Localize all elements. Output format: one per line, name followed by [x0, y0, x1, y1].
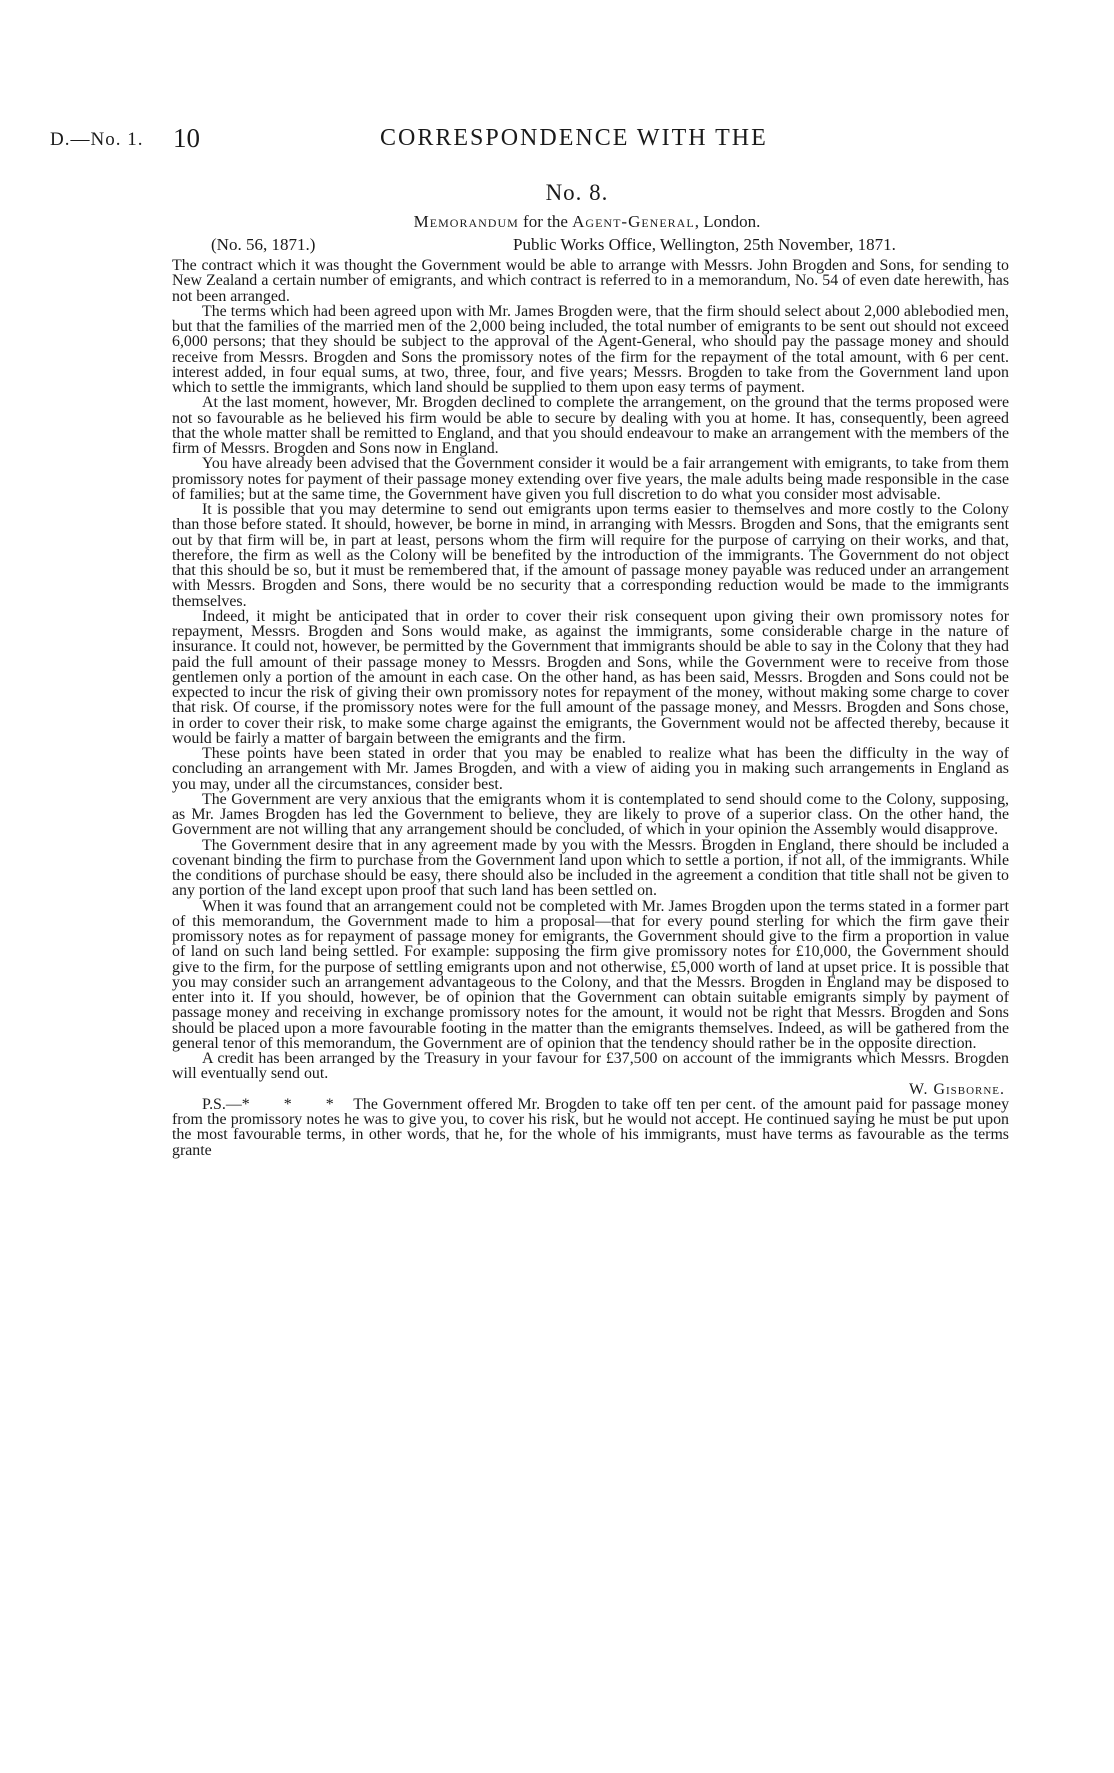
postscript [172, 1097, 1009, 1158]
paragraph: At the last moment, however, Mr. Brogden declined to complete the arrangement, on the ground that the terms proposed were not so favourable as he believed his firm would be able to secure by dealing with you at home. It has, consequently, been agreed that the whole matter shall be remitted to England, and that you should endeavour to make an arrangement with the members of the firm of Messrs. Brogden and Sons now in England. [172, 394, 1009, 457]
paragraph: The contract which it was thought the Government would be able to arrange with Messrs. John Brogden and Sons, for sending to New Zealand a certain number of emigrants, and which contract is referred to in a memorandum, No. 54 of even date herewith, has not been arranged. [172, 257, 1009, 305]
paragraph: The Government desire that in any agreement made by you with the Messrs. Brogden in England, there should be included a covenant binding the firm to purchase from the Government land upon which to settle a portion, if not all, of the immigrants. While the conditions of purchase should be easy, there should also be included in the agreement a condition that title shall not be given to any portion of the land except upon proof that such land has been settled on. [172, 836, 1009, 900]
paragraph: Indeed, it might be anticipated that in order to cover their risk consequent upon giving their own promissory notes for repayment, Messrs. Brogden and Sons would make, as against the immigrants, some considerable charge in the nature of insurance. It could not, however, be permitted by the Government that immigrants should be able to say in the Colony that they had paid the full amount of their passage money to Messrs. Brogden and Sons, while the Government were to receive from those gentlemen only a portion of the amount in each case. On the other hand, as has been said, Messrs. Brogden and Sons could not be expected to incur the risk of giving their own promissory notes for repayment of the money, without making some charge to cover that risk. Of course, if the promissory notes were for the full amount of the passage money, and Messrs. Brogden and Sons chose, in order to cover their risk, to make some charge against the emigrants, the Government would not be affected thereby, because it would be fairly a matter of bargain between the emigrants and the firm. [172, 607, 1009, 747]
page-number: 10 [173, 123, 200, 153]
signature: W. Gisborne. [909, 1080, 1005, 1098]
page-header [40, 123, 1060, 155]
memo-title-middle: for the [518, 212, 573, 231]
paragraph: When it was found that an arrangement could not be completed with Mr. James Brogden upon the terms stated in a former part of this memorandum, the Government made to him a proposal—that for every pound sterling for which the firm gave their promissory notes as for repayment of passage money for emigrants, the Government should give to the firm a proportion in value of land on such land being settled. For example: supposing the firm give promissory notes for £10,000, the Government should give to the firm, for the purpose of settling emigrants upon and not otherwise, £5,000 worth of land at upset price. It is possible that you may consider such an arrangement advantageous to the Colony, and that the Messrs. Brogden in England may be disposed to enter into it. If you should, however, be of opinion that the Government can obtain suitable emigrants simply by payment of passage money and receiving in exchange promissory notes for the amount, it would not be right that Messrs. Brogden and Sons should be placed upon a more favourable footing in the matter than the emigrants themselves. Indeed, as will be gathered from the general tenor of this memorandum, the Government are of opinion that the tendency should rather be in the opposite direction. [172, 897, 1009, 1052]
paragraph: The Government are very anxious that the emigrants whom it is contemplated to send should come to the Colony, supposing, as Mr. James Brogden has led the Government to believe, they are likely to prove of a superior class. On the other hand, the Government are not willing that any arrangement should be concluded, of which in your opinion the Assembly would disapprove. [172, 790, 1009, 839]
paragraph: You have already been advised that the Government consider it would be a fair arrangement with emigrants, to take from them promissory notes for payment of their passage money extending over five years, the male adults being made responsible in the case of families; but at the same time, the Government have given you full discretion to do what you consider most advisable. [172, 455, 1009, 503]
memo-body [172, 258, 1009, 1158]
dateline [211, 235, 1011, 255]
document-number: No. 8. [545, 180, 609, 205]
memo-title-prefix: Memorandum [413, 212, 519, 231]
memo-reference-number: (No. 56, 1871.) [211, 235, 316, 254]
running-title: CORRESPONDENCE WITH THE [380, 125, 768, 151]
paragraph: The terms which had been agreed upon with Mr. James Brogden were, that the firm should select about 2,000 ablebodied men, but that the families of the married men of the 2,000 being included, the total number of emigrants to be sent out should not exceed 6,000 persons; that they should be subject to the approval of the Agent-General, who should pay the passage money and should receive from Messrs. Brogden and Sons the promissory notes of the firm for the repayment of the total amount, with 6 per cent. interest added, in four equal sums, at two, three, four, and five years; Messrs. Brogden to take from the Government land upon which to settle the immigrants, which land should be supplied to them upon easy terms of payment. [172, 302, 1009, 396]
memo-title-recipient: Agent-General [572, 212, 695, 231]
place-and-date: Public Works Office, Wellington, 25th November, 1871. [513, 235, 896, 254]
paragraph: A credit has been arranged by the Treasury in your favour for £37,500 on account of the immigrants which Messrs. Brogden will eventually send out. [172, 1050, 1009, 1083]
postscript-text: The Government offered Mr. Brogden to take off ten per cent. of the amount paid for passage money from the promissory notes he was to give you, to cover his risk, but he would not accept. He continued saying he must be put upon the most favourable terms, in other words, that he, for the whole of his immigrants, must have terms as favourable as the terms grante [172, 1095, 1010, 1159]
paragraph: It is possible that you may determine to send out emigrants upon terms easier to themselves and more costly to the Colony than those before stated. It should, however, be borne in mind, in arranging with Messrs. Brogden and Sons, that the emigrants sent out by that firm will be, in part at least, persons whom the firm will require for the purpose of carrying on their works, and that, therefore, the firm as well as the Colony will be benefited by the introduction of the immigrants. The Government do not object that this should be so, but it must be remembered that, if the amount of passage money payable was reduced under an arrangement with Messrs. Brogden and Sons, there would be no security that a corresponding reduction would be made to the immigrants themselves. [172, 501, 1009, 610]
postscript-mark: P.S.—* * * [202, 1095, 334, 1113]
paragraph: These points have been stated in order that you may be enabled to realize what has been the difficulty in the way of concluding an arrangement with Mr. James Brogden, and with a view of aiding you in making such arrangements in England as you may, under all the circumstances, consider best. [172, 745, 1009, 793]
memo-title-suffix: , London. [694, 212, 761, 231]
memo-title [0, 212, 1114, 232]
document-reference: D.—No. 1. [50, 129, 144, 150]
